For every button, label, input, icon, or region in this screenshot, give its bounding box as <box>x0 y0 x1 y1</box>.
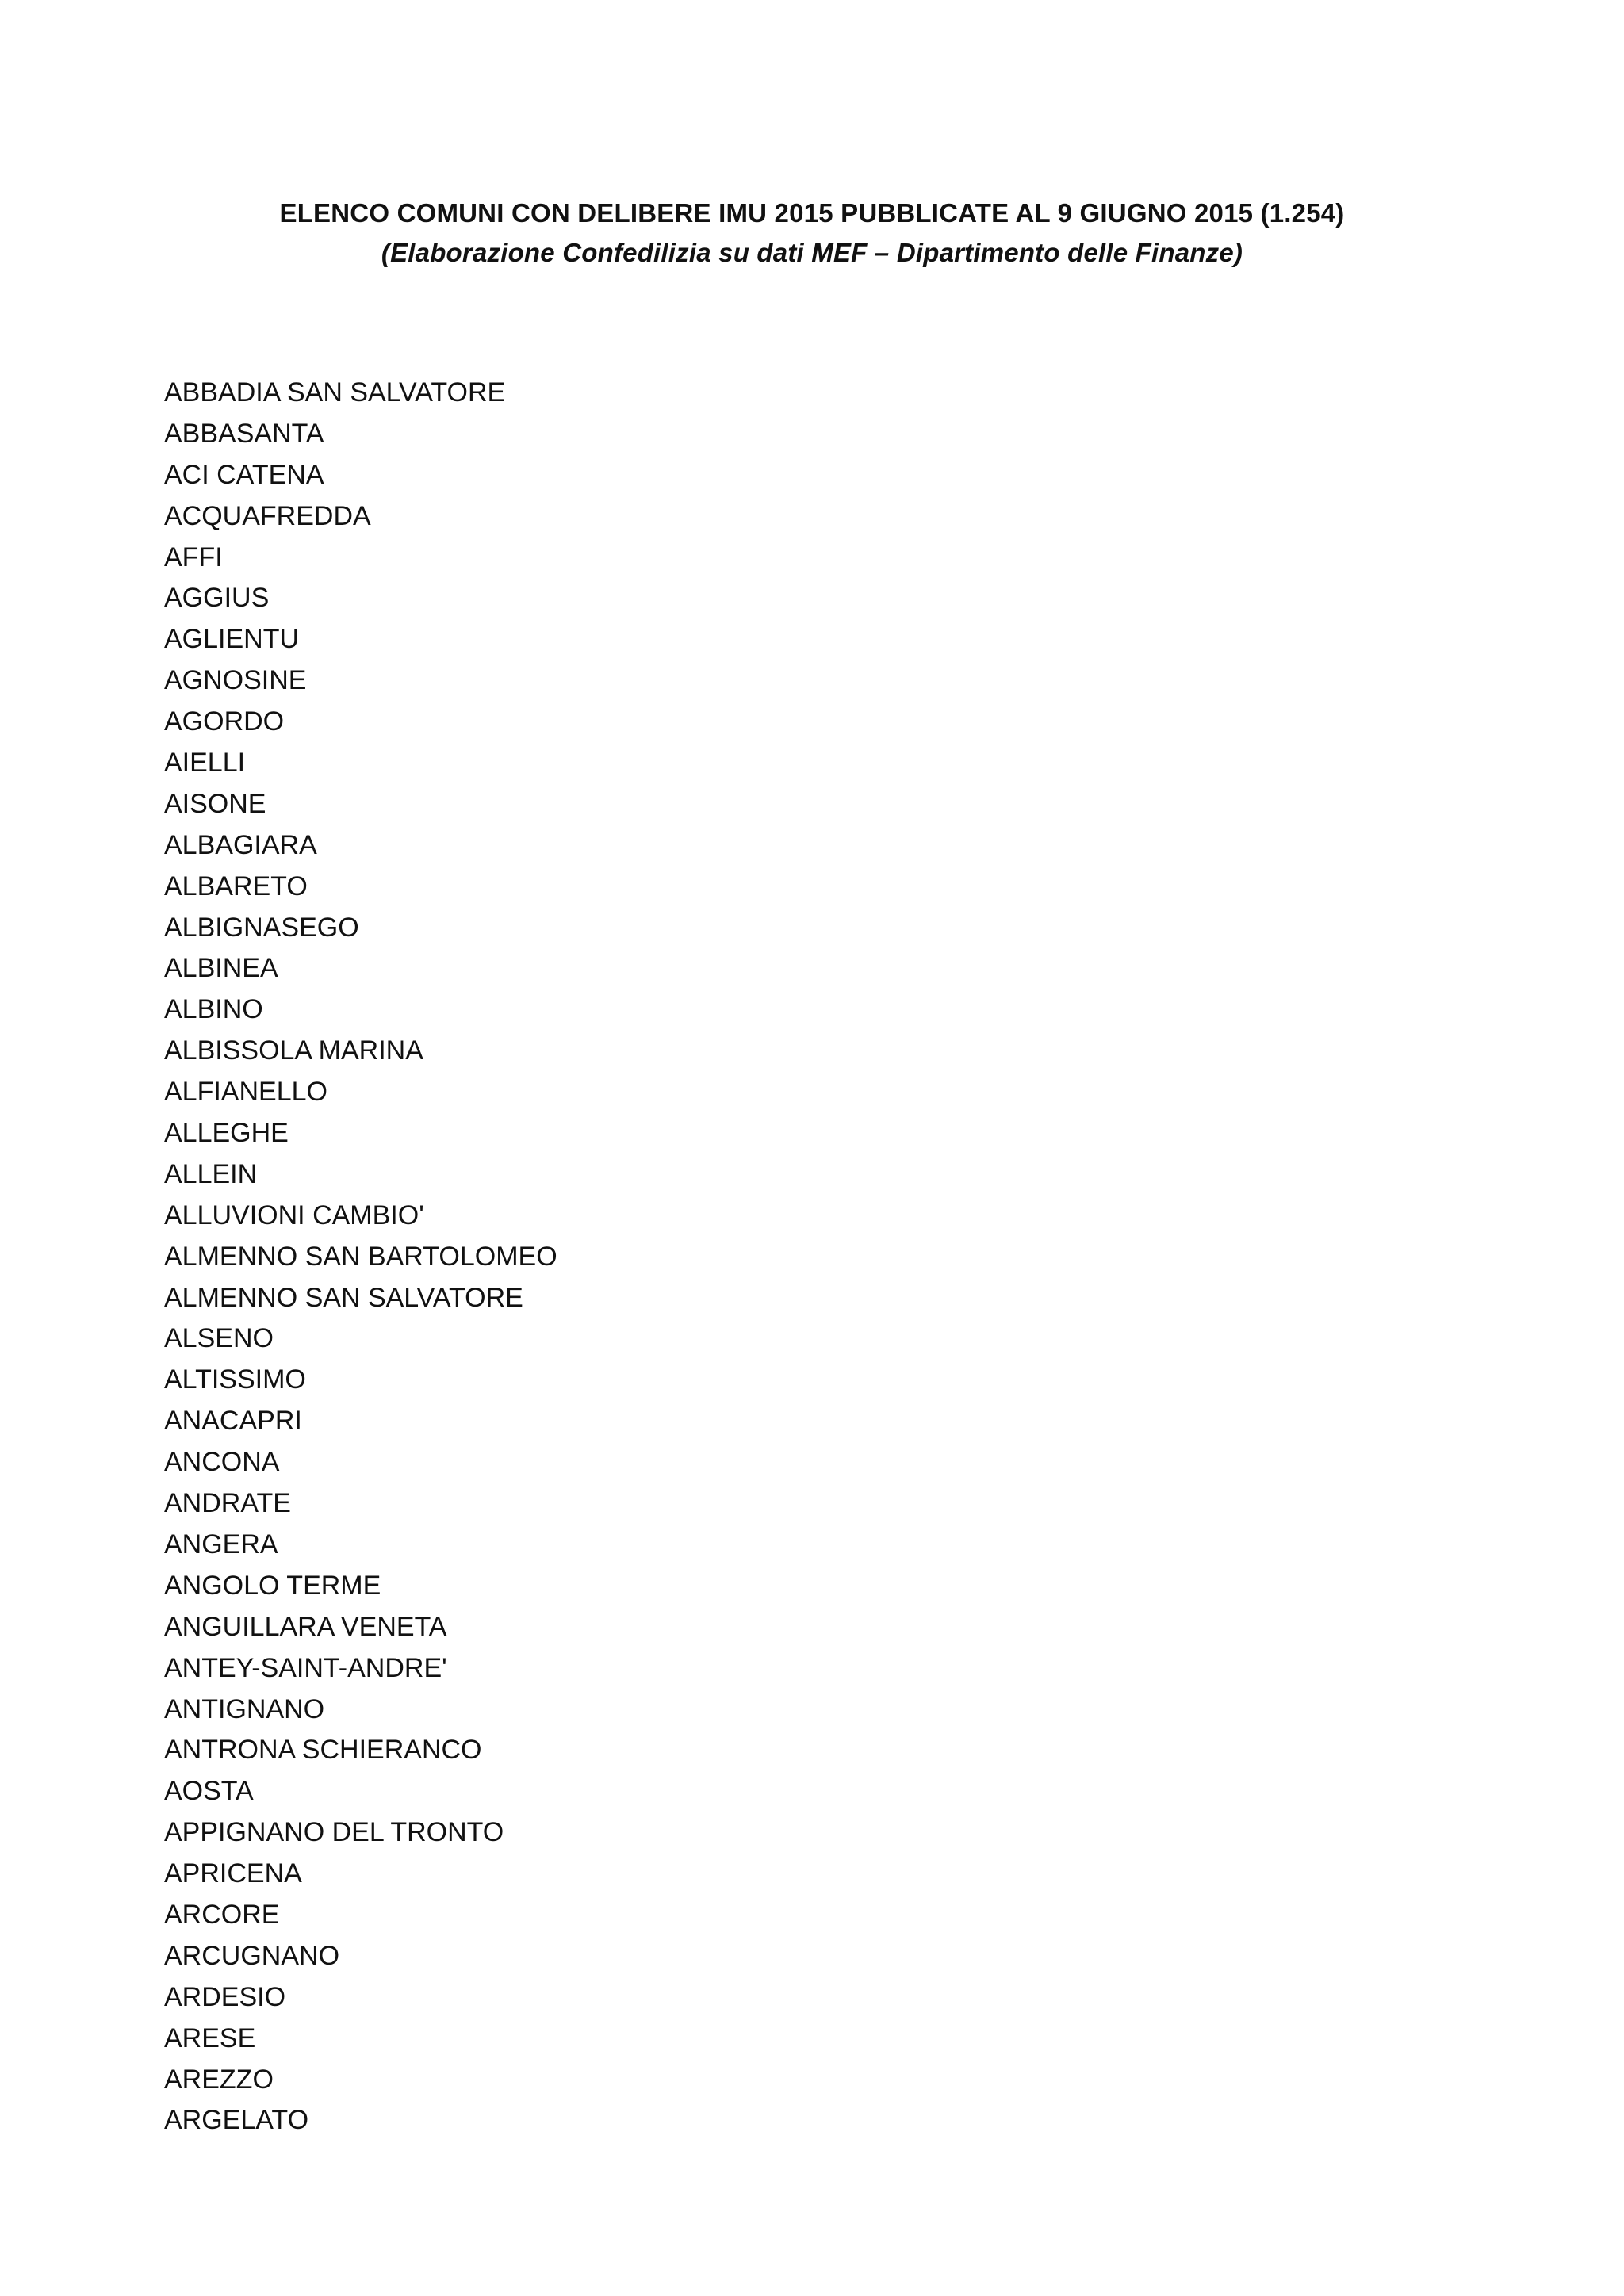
list-item: AGGIUS <box>164 583 270 614</box>
list-item: ARCORE <box>164 1899 280 1930</box>
list-item: ALMENNO SAN BARTOLOMEO <box>164 1241 557 1272</box>
list-item: ANTEY-SAINT-ANDRE' <box>164 1652 447 1683</box>
document-title: ELENCO COMUNI CON DELIBERE IMU 2015 PUBBLICATE AL 9 GIUGNO 2015 (1.254) <box>279 198 1345 228</box>
list-item: ABBADIA SAN SALVATORE <box>164 377 506 408</box>
list-item: ABBASANTA <box>164 418 324 449</box>
list-item: ACQUAFREDDA <box>164 500 371 531</box>
list-item: APRICENA <box>164 1858 302 1889</box>
list-item: ALBISSOLA MARINA <box>164 1035 423 1066</box>
list-item: AFFI <box>164 541 223 572</box>
comuni-list <box>164 373 557 2141</box>
list-item: AREZZO <box>164 2064 274 2095</box>
list-item: ARCUGNANO <box>164 1940 340 1971</box>
list-item: ANDRATE <box>164 1488 291 1519</box>
list-item: APPIGNANO DEL TRONTO <box>164 1817 504 1848</box>
list-item: ARGELATO <box>164 2105 309 2136</box>
list-item: ANGOLO TERME <box>164 1570 381 1601</box>
list-item: ALBAGIARA <box>164 829 317 860</box>
list-item: AOSTA <box>164 1776 254 1807</box>
list-item: AISONE <box>164 788 266 819</box>
list-item: ALLUVIONI CAMBIO' <box>164 1200 424 1230</box>
list-item: ARDESIO <box>164 1981 286 2012</box>
list-item: ANGUILLARA VENETA <box>164 1611 447 1642</box>
list-item: ALBARETO <box>164 871 308 901</box>
list-item: ALBINO <box>164 994 263 1025</box>
list-item: ALSENO <box>164 1323 274 1354</box>
list-item: AIELLI <box>164 748 246 779</box>
document-header <box>0 193 1624 273</box>
list-item: ACI CATENA <box>164 459 324 490</box>
list-item: AGLIENTU <box>164 624 300 655</box>
list-item: ALMENNO SAN SALVATORE <box>164 1282 523 1313</box>
list-item: ALFIANELLO <box>164 1077 327 1108</box>
list-item: ANCONA <box>164 1447 280 1478</box>
list-item: ANTIGNANO <box>164 1693 325 1724</box>
list-item: ANACAPRI <box>164 1406 302 1437</box>
list-item: ANTRONA SCHIERANCO <box>164 1735 482 1766</box>
list-item: ANGERA <box>164 1529 278 1559</box>
document-subtitle: (Elaborazione Confedilizia su dati MEF – Dipartimento delle Finanze) <box>381 238 1243 267</box>
list-item: ALLEIN <box>164 1158 258 1189</box>
list-item: ARESE <box>164 2022 256 2053</box>
list-item: ALLEGHE <box>164 1118 289 1149</box>
list-item: ALTISSIMO <box>164 1364 306 1395</box>
list-item: AGNOSINE <box>164 665 307 696</box>
list-item: ALBINEA <box>164 953 278 984</box>
list-item: AGORDO <box>164 706 285 737</box>
list-item: ALBIGNASEGO <box>164 912 359 943</box>
